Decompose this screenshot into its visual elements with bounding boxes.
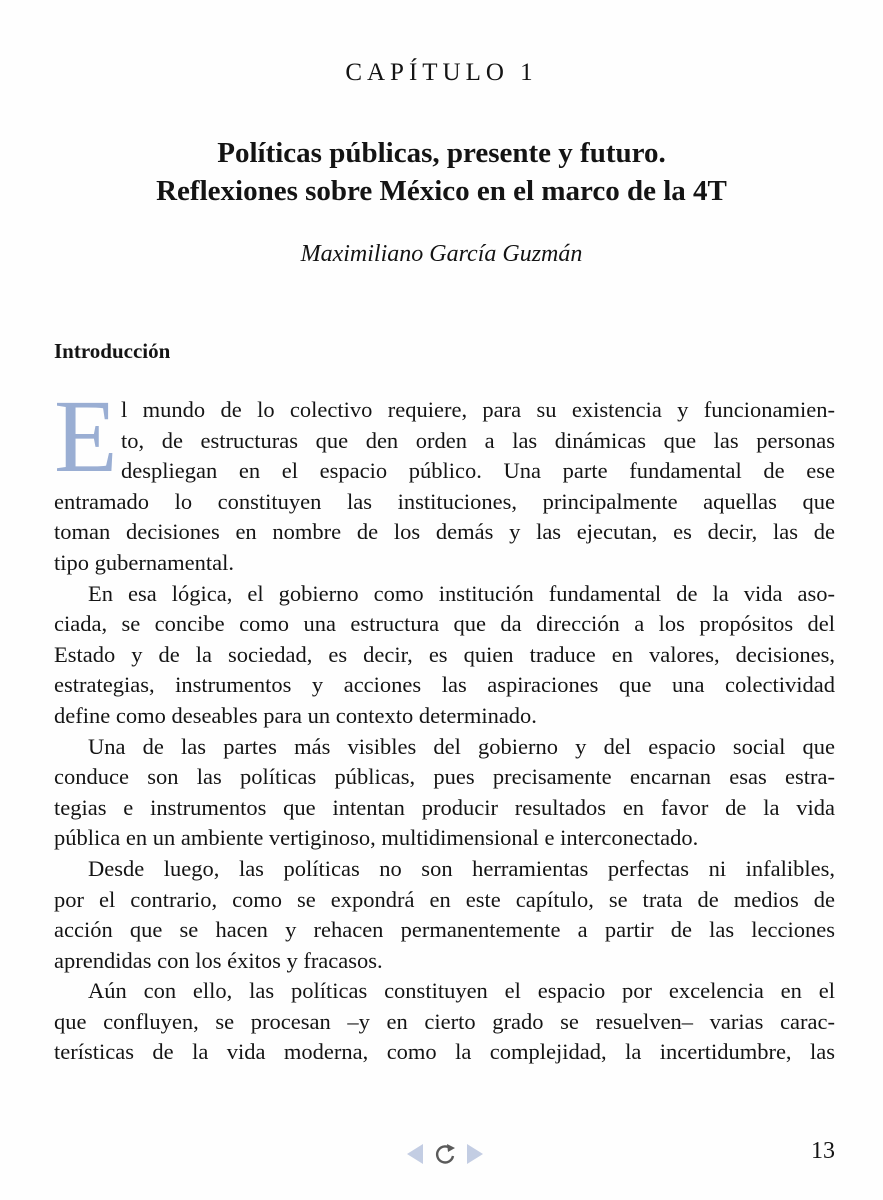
next-page-button[interactable] xyxy=(463,1138,485,1170)
arrow-right-icon xyxy=(463,1138,485,1170)
text-line: entramado lo constituyen las instituciones, principalmente aquellas que xyxy=(54,488,835,514)
text-line: terísticas de la vida moderna, como la complejidad, la incertidumbre, las xyxy=(54,1039,835,1065)
drop-cap: E xyxy=(54,379,118,494)
reload-button[interactable] xyxy=(431,1138,459,1170)
page-navigation xyxy=(405,1138,485,1170)
text-line: Desde luego, las políticas no son herramientas perfectas ni infalibles, xyxy=(88,855,835,881)
text-line: estrategias, instrumentos y acciones las aspiraciones que una colectividad xyxy=(54,672,835,698)
text-line: tipo gubernamental. xyxy=(54,549,234,575)
chapter-label: CAPÍTULO 1 xyxy=(345,59,538,86)
section-heading: Introducción xyxy=(54,339,171,363)
text-line: ciada, se concibe como una estructura que da dirección a los propósitos del xyxy=(54,611,835,637)
text-line: acción que se hacen y rehacen permanentemente a partir de las lecciones xyxy=(54,917,835,943)
text-line: que confluyen, se procesan –y en cierto grado se resuelven– varias carac- xyxy=(54,1008,835,1034)
text-line: Una de las partes más visibles del gobierno y del espacio social que xyxy=(88,733,835,759)
text-line: En esa lógica, el gobierno como institución fundamental de la vida aso- xyxy=(88,580,835,606)
previous-page-button[interactable] xyxy=(405,1138,427,1170)
chapter-title-line-2: Reflexiones sobre México en el marco de la 4T xyxy=(156,175,727,207)
reload-icon xyxy=(431,1138,459,1170)
text-line: define como deseables para un contexto determinado. xyxy=(54,702,537,728)
author-name: Maximiliano García Guzmán xyxy=(300,241,583,267)
page-number: 13 xyxy=(811,1138,835,1164)
text-line: l mundo de lo colectivo requiere, para su existencia y funcionamien- xyxy=(121,397,835,422)
text-line: conduce son las políticas públicas, pues precisamente encarnan esas estra- xyxy=(54,764,835,790)
text-line: aprendidas con los éxitos y fracasos. xyxy=(54,947,383,973)
text-line: Aún con ello, las políticas constituyen el espacio por excelencia en el xyxy=(88,978,835,1004)
text-line: tegias e instrumentos que intentan producir resultados en favor de la vida xyxy=(54,794,835,820)
text-line: toman decisiones en nombre de los demás y las ejecutan, es decir, las de xyxy=(54,519,835,545)
text-line: pública en un ambiente vertiginoso, multidimensional e interconectado. xyxy=(54,825,699,851)
chapter-title xyxy=(0,134,883,210)
text-line: to, de estructuras que den orden a las dinámicas que las personas xyxy=(121,427,835,453)
body-text xyxy=(54,379,835,1068)
arrow-left-icon xyxy=(405,1138,427,1170)
chapter-title-line-1: Políticas públicas, presente y futuro. xyxy=(217,137,666,169)
text-line: despliegan en el espacio público. Una parte fundamental de ese xyxy=(121,458,835,484)
text-line: Estado y de la sociedad, es decir, es quien traduce en valores, decisiones, xyxy=(54,641,835,667)
text-line: por el contrario, como se expondrá en este capítulo, se trata de medios de xyxy=(54,886,835,912)
